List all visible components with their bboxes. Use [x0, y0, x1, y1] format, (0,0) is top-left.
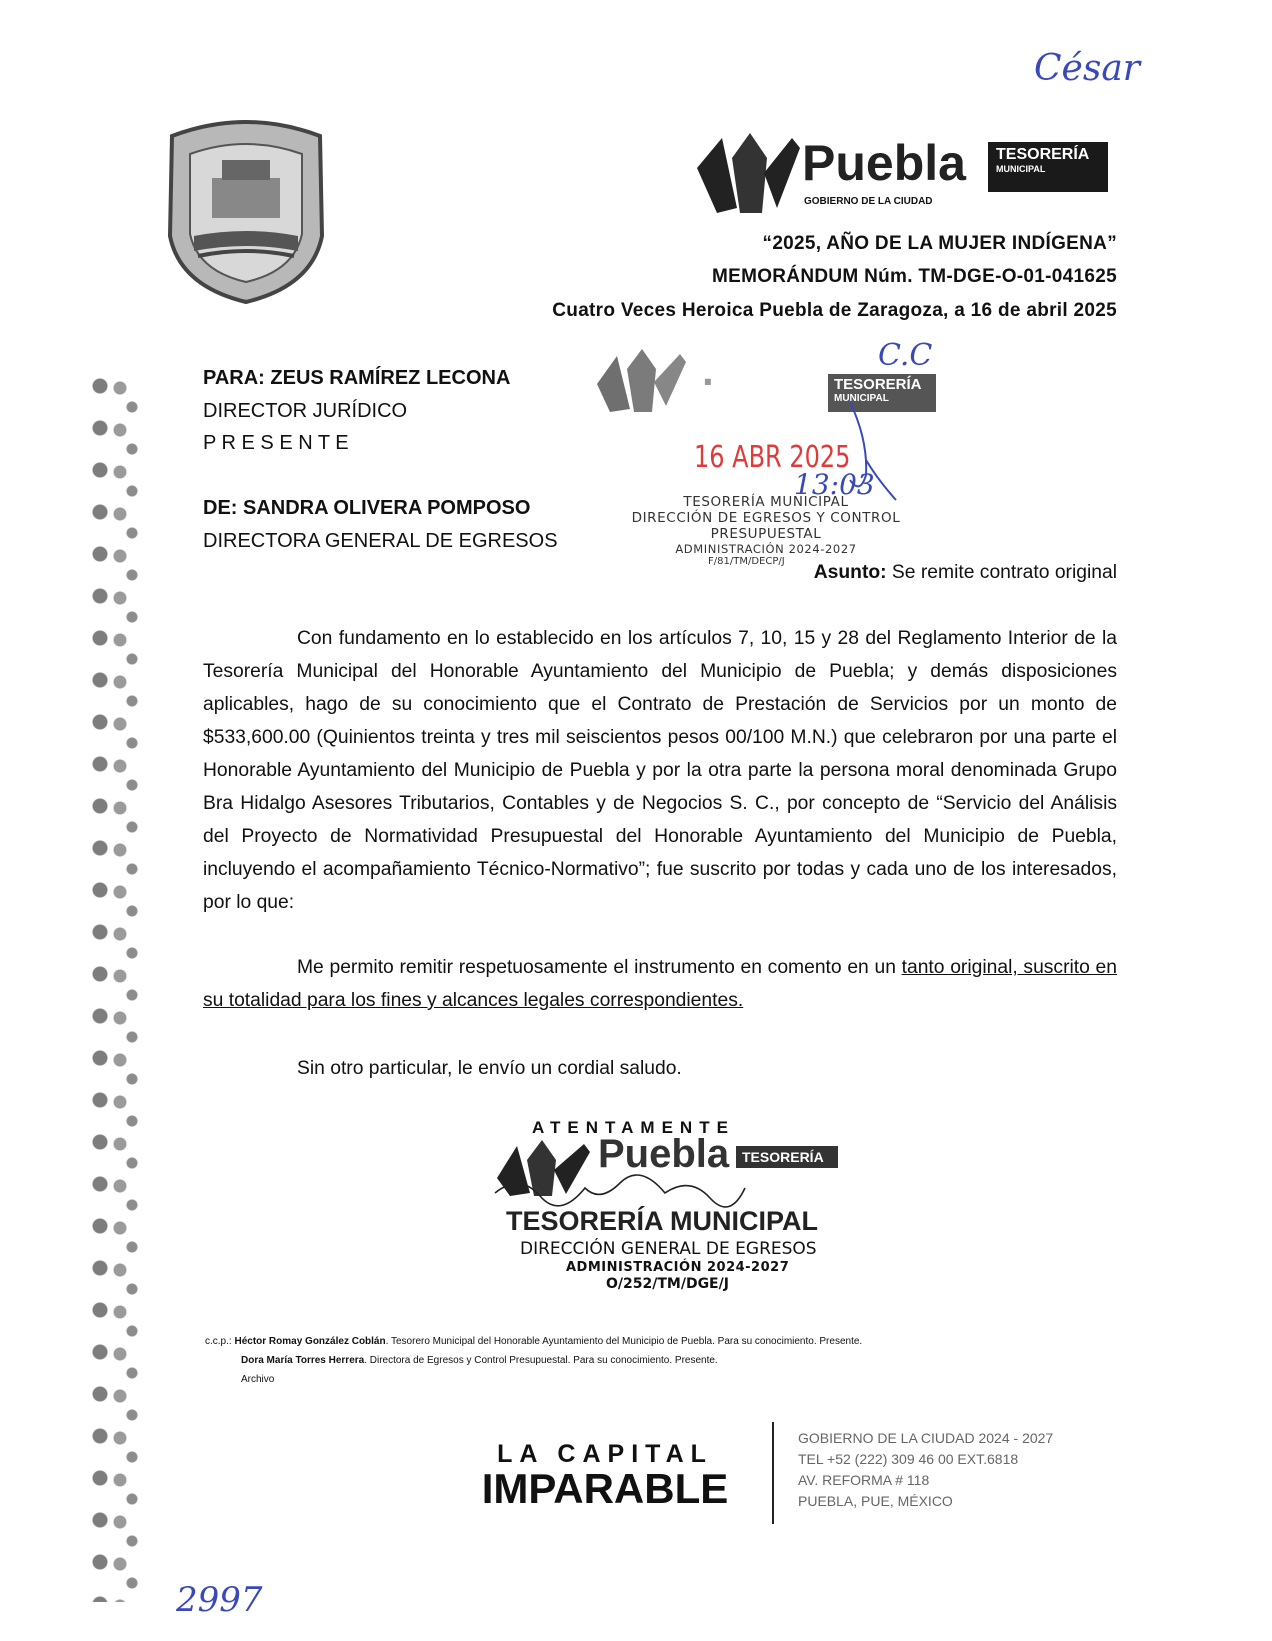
memo-number: MEMORÁNDUM Núm. TM-DGE-O-01-041625 — [711, 266, 1117, 287]
ccp-label: c.c.p.: — [205, 1336, 232, 1347]
body-paragraph-2 — [203, 951, 1117, 1017]
year-motto: “2025, AÑO DE LA MUJER INDÍGENA” — [762, 233, 1117, 254]
decorative-border-strip — [84, 372, 154, 1602]
logo-dept-sub: MUNICIPAL — [996, 164, 1046, 174]
signature-stamp-city: Puebla — [598, 1132, 730, 1176]
footer-address-line-1: GOBIERNO DE LA CIUDAD 2024 - 2027 — [798, 1430, 1054, 1446]
stamp-line-4: ADMINISTRACIÓN 2024-2027 — [675, 542, 857, 556]
body-p2-text: Me permito remitir respetuosamente el instrumento en comento en un — [297, 957, 902, 978]
recipient-presente: P R E S E N T E — [203, 432, 349, 454]
recipient-name: PARA: ZEUS RAMÍREZ LECONA — [203, 367, 511, 389]
place-date: Cuatro Veces Heroica Puebla de Zaragoza, a 16 de abril 2025 — [552, 300, 1117, 321]
stamp-org: TESORERÍA MUNICIPAL — [506, 1206, 819, 1236]
footer-address-line-3: AV. REFORMA # 118 — [798, 1472, 930, 1488]
logo-city-name: Puebla — [802, 135, 966, 191]
body-paragraph-1: Con fundamento en lo establecido en los artículos 7, 10, 15 y 28 del Reglamento Interior de la Tesorería Municipal del Honorable Ayuntamiento del Municipio de Puebla; y demás disposiciones aplicables, hago de su conocimiento que el Contrato de Prestación de Servicios por un monto de $533,600.00 (Quinientos treinta y tres mil seiscientos pesos 00/100 M.N.) que celebraron por una parte el Honorable Ayuntamiento del Municipio de Puebla y por la otra parte la persona moral denominada Grupo Bra Hidalgo Asesores Tributarios, Contables y de Negocios S. C., por concepto de “Servicio del Análisis del Proyecto de Normatividad Presupuestal del Honorable Ayuntamiento del Municipio de Puebla, incluyendo el acompañamiento Técnico-Normativo”; fue suscrito por todas y cada uno de los interesados, por lo que: — [203, 628, 1117, 913]
ccp-r1-text: . Tesorero Municipal del Honorable Ayuntamiento del Municipio de Puebla. Para su conocimiento. Presente. — [385, 1336, 863, 1347]
stamp-line-2: DIRECCIÓN DE EGRESOS Y CONTROL — [631, 510, 901, 526]
subject-label: Asunto: — [813, 562, 887, 583]
subject-text: Se remite contrato original — [886, 562, 1117, 583]
puebla-tesoreria-logo — [692, 128, 1112, 216]
stamp-logo-sub: MUNICIPAL — [834, 393, 889, 404]
sender-name: DE: SANDRA OLIVERA POMPOSO — [203, 497, 531, 519]
footer-address-line-2: TEL +52 (222) 309 46 00 EXT.6818 — [798, 1451, 1019, 1467]
footer-address-line-4: PUEBLA, PUE, MÉXICO — [798, 1493, 953, 1509]
puebla-emblem-icon — [692, 128, 802, 216]
ccp-r1-name: Héctor Romay González Coblán — [234, 1336, 386, 1347]
signature-stamp — [490, 1118, 850, 1304]
footer-divider — [772, 1422, 774, 1524]
stamp-ref: O/252/TM/DGE/J — [606, 1276, 729, 1292]
ccp-block — [205, 1332, 862, 1389]
stamp-date: 16 ABR 2025 — [694, 440, 851, 475]
handwritten-signature — [490, 1168, 750, 1208]
handwritten-time: 13:03 — [794, 468, 875, 501]
ccp-recipient-1 — [205, 1332, 862, 1351]
ccp-r2-text: . Directora de Egresos y Control Presupuestal. Para su conocimiento. Presente. — [364, 1355, 718, 1366]
stamp-line-1: TESORERÍA MUNICIPAL — [683, 494, 849, 510]
logo-subtitle: GOBIERNO DE LA CIUDAD — [804, 196, 933, 207]
logo-dept-box — [988, 142, 1108, 192]
city-seal — [162, 116, 330, 304]
stamp-logo-faded: · — [702, 358, 716, 405]
seal-emblem-icon — [162, 116, 330, 304]
stamp-dept: DIRECCIÓN GENERAL DE EGRESOS — [520, 1239, 817, 1259]
footer-slogan — [460, 1440, 750, 1512]
ccp-r2-name: Dora María Torres Herrera — [241, 1355, 365, 1366]
logo-dept: TESORERÍA — [996, 146, 1090, 163]
stamp-closing: ATENTAMENTE — [532, 1118, 735, 1137]
recipient-title: DIRECTOR JURÍDICO — [203, 400, 408, 422]
handwritten-note-cesar: César — [1034, 48, 1140, 89]
ccp-recipient-2 — [205, 1351, 862, 1370]
ccp-archive: Archivo — [241, 1374, 275, 1385]
stamp-emblem-icon — [592, 344, 692, 414]
handwritten-number: 2997 — [176, 1580, 263, 1620]
slogan-line-2: IMPARABLE — [481, 1465, 729, 1512]
sender-title: DIRECTORA GENERAL DE EGRESOS — [203, 530, 558, 552]
stamp-line-3: PRESUPUESTAL — [710, 526, 822, 542]
subject — [814, 562, 1117, 584]
body-p2-underlined: tanto original, suscrito en su totalidad para los fines y alcances legales correspondientes. — [203, 957, 1117, 1011]
stamp-line-5: F/81/TM/DECP/J — [708, 556, 785, 567]
stamp-admin: ADMINISTRACIÓN 2024-2027 — [566, 1260, 790, 1275]
signature-stamp-dept-text: TESORERÍA — [742, 1149, 824, 1165]
handwritten-cc: C.C — [878, 338, 933, 373]
slogan-line-1: LA CAPITAL — [497, 1440, 713, 1468]
stamp-logo-dept: TESORERÍA — [834, 376, 922, 393]
signature-stamp-dept — [736, 1146, 838, 1168]
closing-greeting: Sin otro particular, le envío un cordial saludo. — [297, 1058, 682, 1079]
footer-address — [798, 1428, 1053, 1512]
